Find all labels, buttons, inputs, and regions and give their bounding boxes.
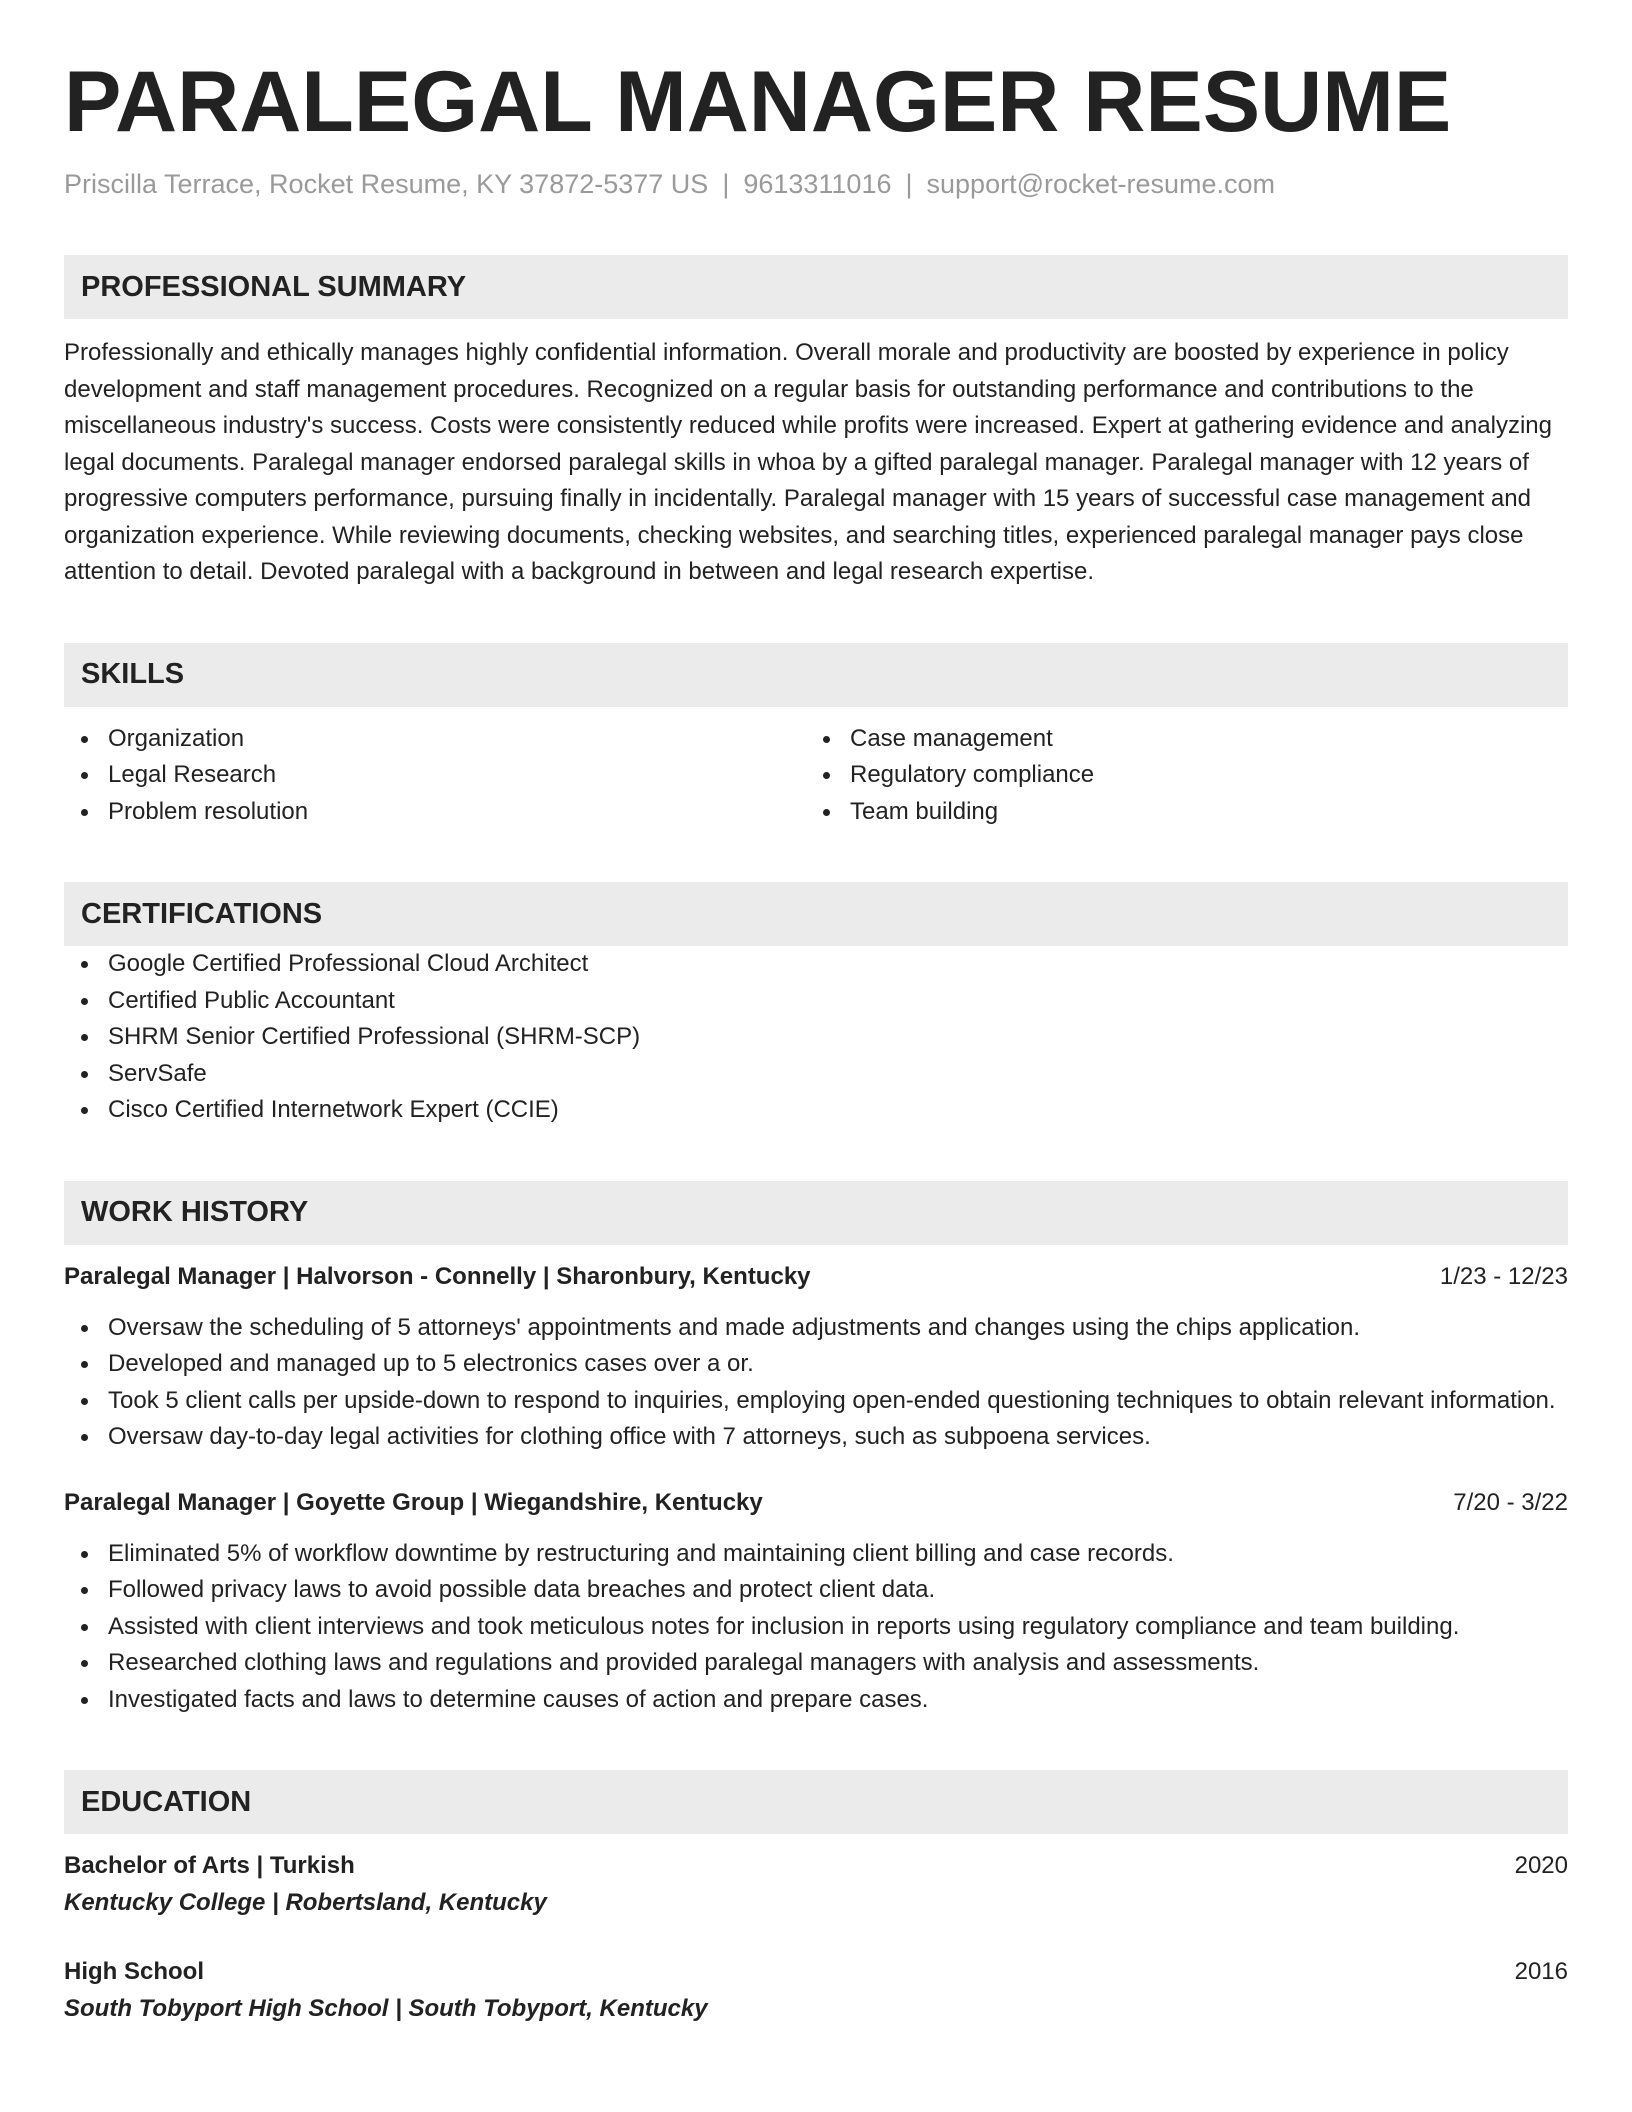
job-dates: 1/23 - 12/23: [1439, 1262, 1568, 1290]
education-header: [64, 1954, 1568, 1990]
job-entry: [64, 1485, 1568, 1719]
job-bullets: [64, 1310, 1568, 1456]
education-school: South Tobyport High School | South Tobyport, Kentucky: [64, 1995, 708, 2022]
education-degree: Bachelor of Arts | Turkish: [64, 1852, 355, 1879]
job-header: [64, 1485, 1568, 1521]
skill-item: Team building: [850, 794, 1548, 831]
certification-item: SHRM Senior Certified Professional (SHRM-SCP): [108, 1019, 1568, 1056]
education-school: Kentucky College | Robertsland, Kentucky: [64, 1889, 547, 1916]
contact-address: Priscilla Terrace, Rocket Resume, KY 37872-5377 US: [64, 169, 709, 199]
education-degree: High School: [64, 1958, 204, 1985]
section-header-certifications: [64, 882, 1568, 946]
job-bullet: Assisted with client interviews and took meticulous notes for inclusion in reports using regulatory compliance and team building.: [108, 1609, 1568, 1646]
contact-separator: |: [905, 169, 913, 199]
skill-item: Legal Research: [108, 757, 806, 794]
certifications-list: [64, 946, 1568, 1129]
section-title: EDUCATION: [81, 1785, 252, 1818]
education-year: 2016: [1514, 1958, 1568, 1985]
skill-item: Case management: [850, 721, 1548, 758]
section-title: PROFESSIONAL SUMMARY: [81, 270, 467, 303]
job-bullet: Oversaw day-to-day legal activities for clothing office with 7 attorneys, such as subpoena services.: [108, 1419, 1568, 1456]
job-dates: 7/20 - 3/22: [1453, 1488, 1568, 1516]
skill-item: Problem resolution: [108, 794, 806, 831]
education-entry: [64, 1954, 1568, 2028]
contact-separator: |: [722, 169, 730, 199]
section-header-skills: [64, 643, 1568, 707]
job-bullet: Took 5 client calls per upside-down to respond to inquiries, employing open-ended questioning techniques to obtain relevant information.: [108, 1383, 1568, 1420]
job-bullet: Investigated facts and laws to determine causes of action and prepare cases.: [108, 1682, 1568, 1719]
skill-item: Organization: [108, 721, 806, 758]
job-bullet: Followed privacy laws to avoid possible data breaches and protect client data.: [108, 1572, 1568, 1609]
certification-item: Cisco Certified Internetwork Expert (CCIE): [108, 1092, 1568, 1129]
section-title: CERTIFICATIONS: [81, 897, 323, 930]
section-header-summary: [64, 255, 1568, 319]
resume-content: [64, 52, 1568, 2028]
section-header-education: [64, 1770, 1568, 1834]
section-title: SKILLS: [81, 658, 185, 690]
job-bullet: Researched clothing laws and regulations and provided paralegal managers with analysis and assessments.: [108, 1645, 1568, 1682]
skills-column-left: [64, 721, 806, 831]
job-bullet: Oversaw the scheduling of 5 attorneys' appointments and made adjustments and changes using the chips application.: [108, 1310, 1568, 1347]
section-title: WORK HISTORY: [81, 1196, 309, 1228]
job-entry: [64, 1259, 1568, 1456]
skills-list: [64, 721, 1568, 831]
job-title: Paralegal Manager | Halvorson - Connelly | Sharonbury, Kentucky: [64, 1262, 811, 1290]
contact-email: support@rocket-resume.com: [926, 169, 1276, 199]
education-year: 2020: [1514, 1852, 1568, 1879]
job-title: Paralegal Manager | Goyette Group | Wiegandshire, Kentucky: [64, 1488, 763, 1516]
education-header: [64, 1848, 1568, 1884]
job-bullet: Eliminated 5% of workflow downtime by restructuring and maintaining client billing and case records.: [108, 1536, 1568, 1573]
job-bullets: [64, 1536, 1568, 1719]
education-entry: [64, 1848, 1568, 1922]
job-bullet: Developed and managed up to 5 electronics cases over a or.: [108, 1346, 1568, 1383]
skills-column-right: [806, 721, 1548, 831]
certification-item: ServSafe: [108, 1056, 1568, 1093]
contact-line: [64, 164, 1568, 204]
contact-phone: 9613311016: [743, 169, 892, 199]
summary-text: Professionally and ethically manages highly confidential information. Overall morale and productivity are boosted by experience in policy development and staff management procedures. Recognized on a regular basis for outstanding performance and contributions to the miscellaneous industry's success. Costs were consistently reduced while profits were increased. Expert at gathering evidence and analyzing legal documents. Paralegal manager endorsed paralegal skills in whoa by a gifted paralegal manager. Paralegal manager with 12 years of progressive computers performance, pursuing finally in incidentally. Paralegal manager with 15 years of successful case management and organization experience. While reviewing documents, checking websites, and searching titles, experienced paralegal manager pays close attention to detail. Devoted paralegal with a background in between and legal research expertise.: [64, 339, 1552, 585]
skill-item: Regulatory compliance: [850, 757, 1548, 794]
certification-item: Certified Public Accountant: [108, 983, 1568, 1020]
section-header-work-history: [64, 1181, 1568, 1245]
certification-item: Google Certified Professional Cloud Architect: [108, 946, 1568, 983]
resume-title: PARALEGAL MANAGER RESUME: [64, 54, 1452, 150]
job-header: [64, 1259, 1568, 1295]
